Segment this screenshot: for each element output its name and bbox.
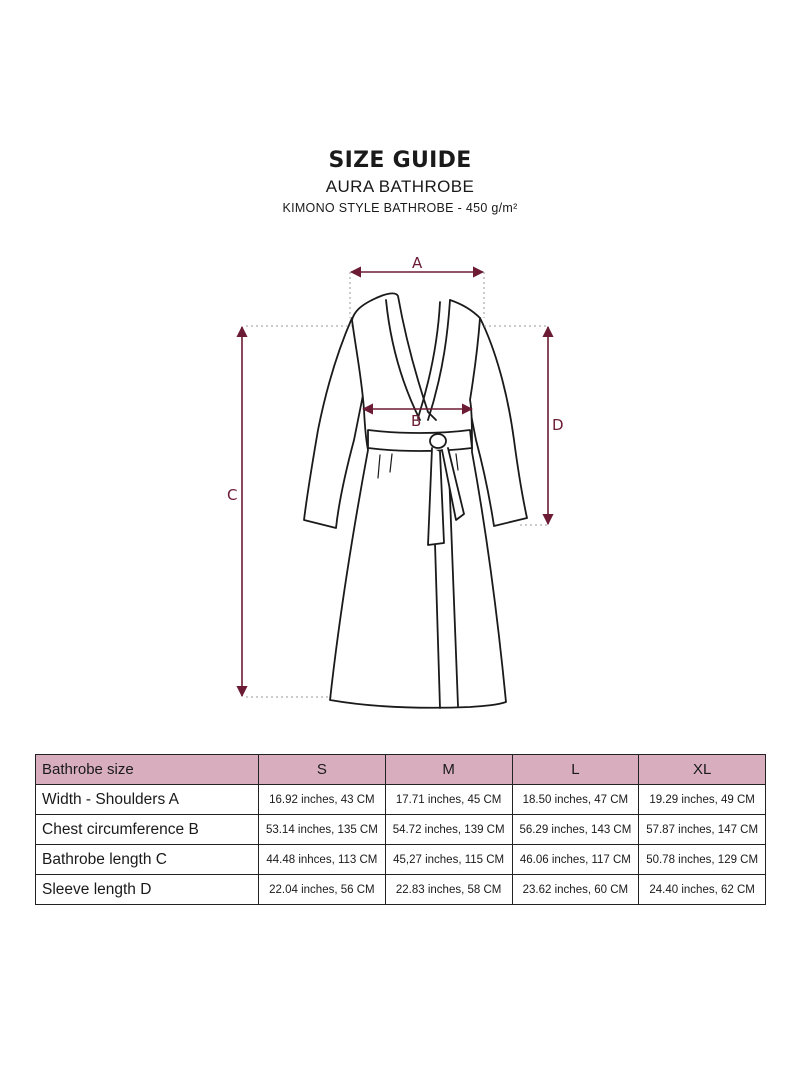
table-cell: 46.06 inches, 117 CM	[512, 845, 639, 875]
table-cell: 57.87 inches, 147 CM	[639, 815, 766, 845]
label-a: A	[412, 254, 423, 272]
product-spec: KIMONO STYLE BATHROBE - 450 g/m²	[282, 201, 518, 215]
row-label: Width - Shoulders A	[36, 785, 259, 815]
size-s-header: S	[259, 755, 386, 785]
table-cell: 53.14 inches, 135 CM	[259, 815, 386, 845]
size-guide-header	[0, 148, 800, 215]
table-cell: 54.72 inches, 139 CM	[385, 815, 512, 845]
table-row	[36, 815, 766, 845]
row-label: Bathrobe length C	[36, 845, 259, 875]
header-label: Bathrobe size	[36, 755, 259, 785]
size-xl-header: XL	[639, 755, 766, 785]
belt-knot	[430, 434, 446, 448]
table-row	[36, 785, 766, 815]
label-c: C	[227, 486, 238, 504]
table-cell: 56.29 inches, 143 CM	[512, 815, 639, 845]
product-name: AURA BATHROBE	[325, 177, 475, 196]
table-cell: 17.71 inches, 45 CM	[385, 785, 512, 815]
row-label: Sleeve length D	[36, 875, 259, 905]
table-cell: 44.48 inhces, 113 CM	[259, 845, 386, 875]
belt	[368, 430, 472, 451]
table-cell: 50.78 inches, 129 CM	[639, 845, 766, 875]
table-cell: 24.40 inches, 62 CM	[639, 875, 766, 905]
size-table-header	[36, 755, 766, 785]
label-b: B	[411, 412, 422, 430]
row-label: Chest circumference B	[36, 815, 259, 845]
size-l-header: L	[512, 755, 639, 785]
page-title: SIZE GUIDE	[328, 148, 472, 173]
bathrobe-outline	[304, 293, 527, 708]
table-cell: 23.62 inches, 60 CM	[512, 875, 639, 905]
table-row	[36, 845, 766, 875]
table-cell: 18.50 inches, 47 CM	[512, 785, 639, 815]
table-cell: 45,27 inches, 115 CM	[385, 845, 512, 875]
table-cell: 19.29 inches, 49 CM	[639, 785, 766, 815]
table-row	[36, 875, 766, 905]
table-cell: 22.83 inches, 58 CM	[385, 875, 512, 905]
size-table	[35, 754, 766, 905]
bathrobe-diagram	[0, 240, 800, 720]
size-m-header: M	[385, 755, 512, 785]
label-d: D	[552, 416, 564, 434]
table-cell: 16.92 inches, 43 CM	[259, 785, 386, 815]
table-cell: 22.04 inches, 56 CM	[259, 875, 386, 905]
